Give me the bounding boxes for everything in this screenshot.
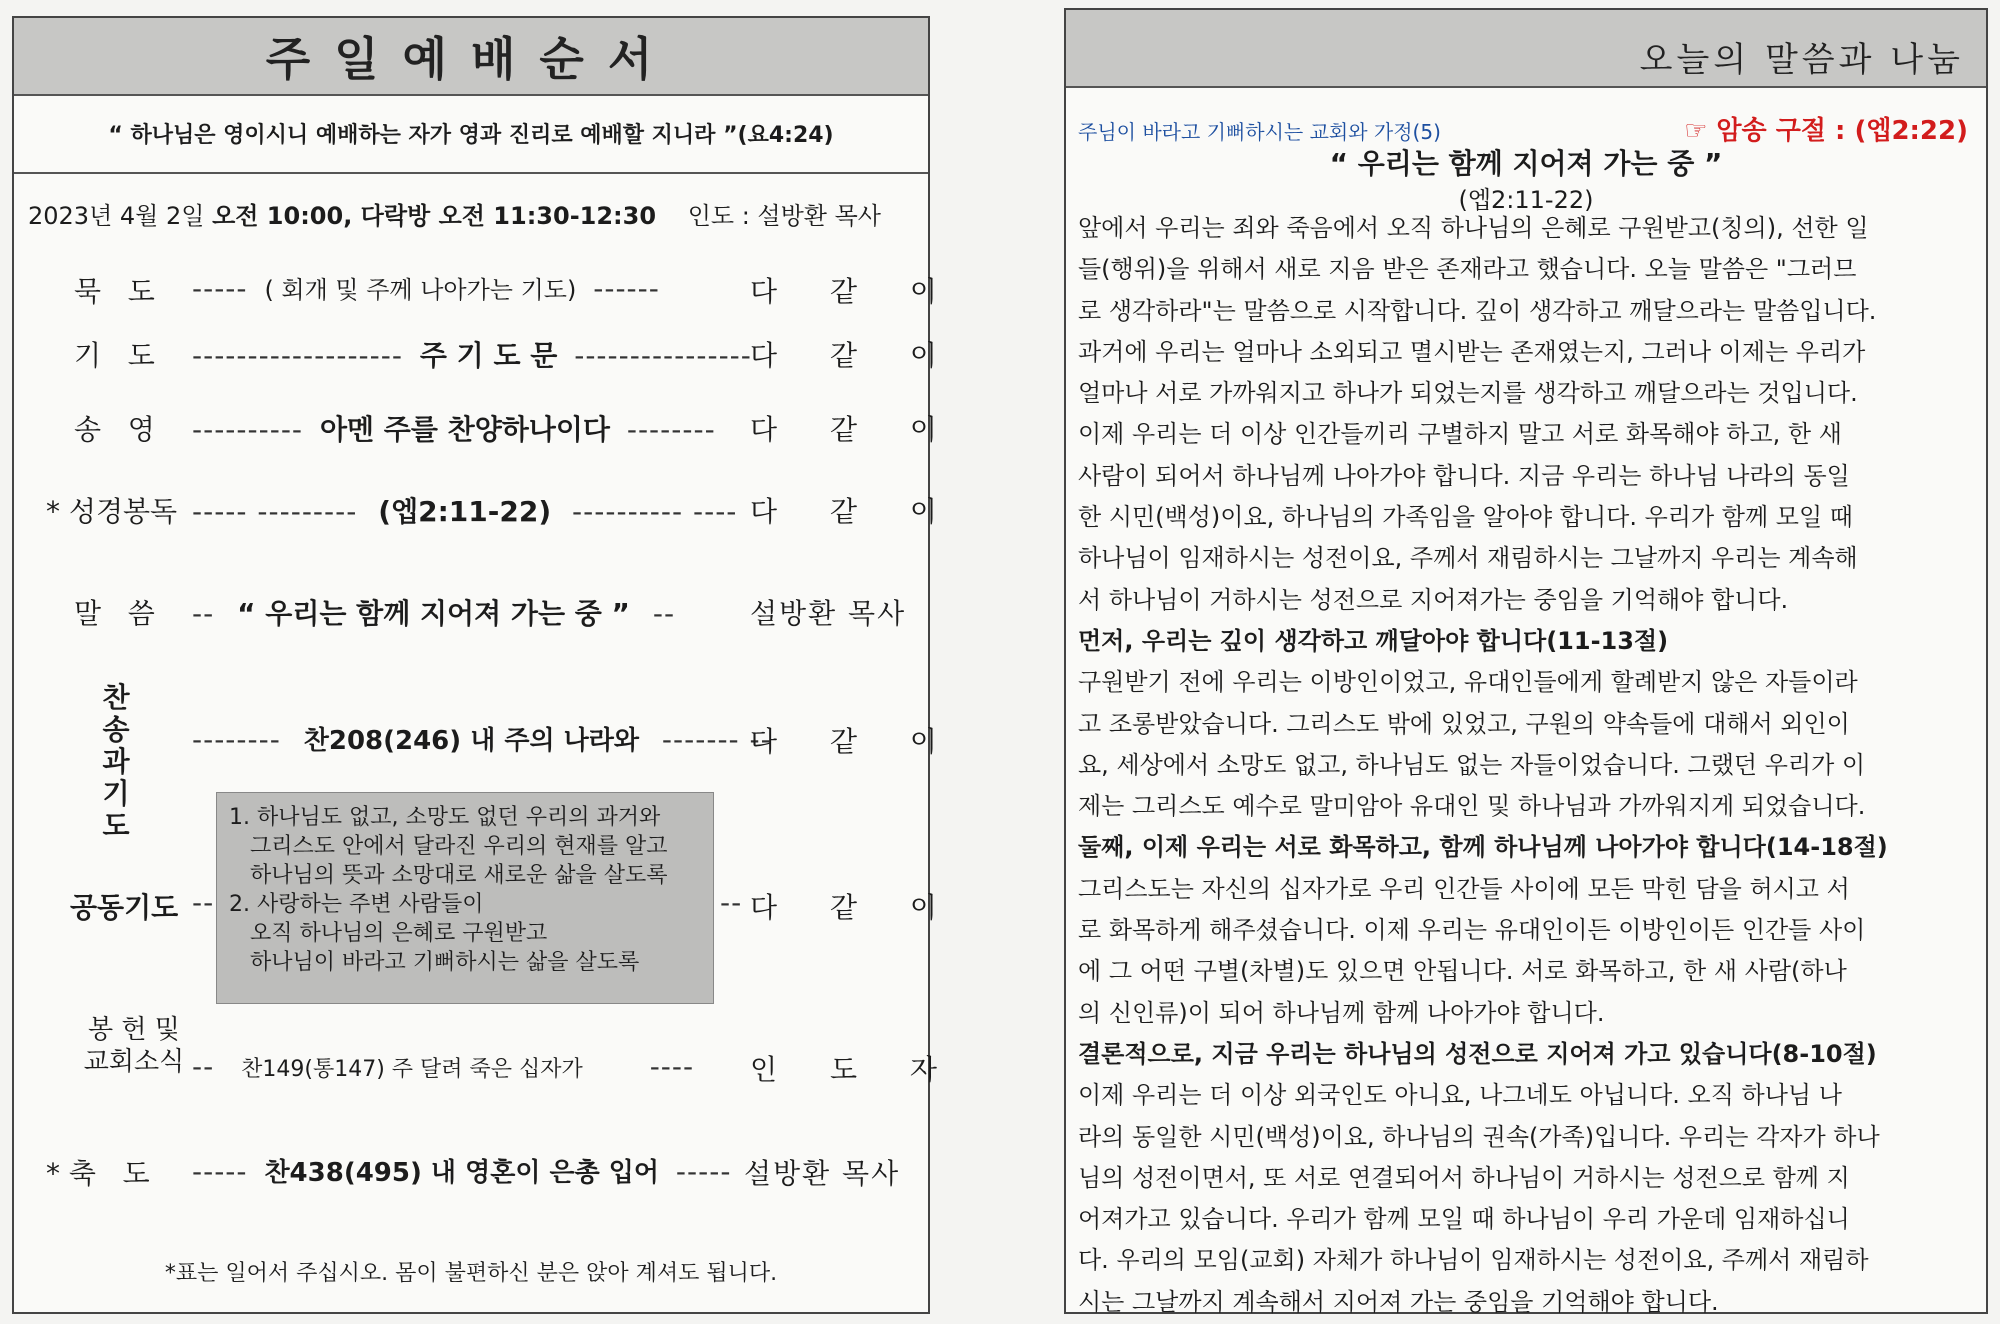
- order-content: 찬208(246) 내 주의 나라와: [303, 726, 640, 756]
- body-line: 시는 그날까지 계속해서 지어져 가는 중임을 기억해야 합니다.: [1078, 1287, 1719, 1316]
- order-content: 아멘 주를 찬양하나이다: [319, 413, 610, 446]
- order-content: 찬438(495) 내 영혼이 은총 입어: [264, 1158, 659, 1188]
- section-heading: 결론적으로, 지금 우리는 하나님의 성전으로 지어져 가고 있습니다(8-10절): [1078, 1039, 1877, 1068]
- order-performer: 다 같 이: [750, 339, 959, 372]
- body-line: 에 그 어떤 구별(차별)도 있으면 안됩니다. 서로 화목하고, 한 새 사람(하나: [1078, 957, 1847, 986]
- sermon-title: “ 우리는 함께 지어져 가는 중 ”: [1329, 147, 1723, 180]
- prayer-line: 하나님이 바라고 기뻐하시는 삶을 살도록: [229, 950, 640, 975]
- order-dash: ---------- ----: [572, 495, 738, 528]
- section-heading: 먼저, 우리는 깊이 생각하고 깨달아야 합니다(11-13절): [1078, 626, 1669, 655]
- common-prayer-box: [216, 792, 714, 1004]
- body-line: 제는 그리스도 예수로 말미암아 유대인 및 하나님과 가까워지게 되었습니다.: [1078, 792, 1866, 821]
- order-dash: ------- --: [661, 723, 772, 756]
- order-content: 찬149(통147) 주 달려 죽은 십자가: [241, 1057, 583, 1082]
- order-label: * 축 도: [46, 1157, 150, 1190]
- prayer-line: 2. 사랑하는 주변 사람들이: [229, 892, 484, 917]
- sermon-notes-header: [1066, 10, 1986, 88]
- body-line: 로 생각하라"는 말씀으로 시작합니다. 깊이 생각하고 깨달으라는 말씀입니다.: [1078, 296, 1877, 325]
- order-performer: 설방환 목사: [750, 597, 907, 630]
- order-dash: --------: [192, 723, 281, 756]
- sermon-notes-panel: [1064, 8, 1988, 1314]
- memory-verse: ☞ 암송 구절 : (엡2:22): [1684, 116, 1968, 146]
- order-performer: 다 같 이: [750, 725, 959, 758]
- order-dash: ----------------: [574, 339, 752, 372]
- order-dash: --------: [626, 413, 716, 446]
- body-line: 이제 우리는 더 이상 인간들끼리 구별하지 말고 서로 화목해야 하고, 한 새: [1078, 420, 1842, 449]
- order-dash: --: [192, 597, 215, 630]
- service-date: 2023년 4월 2일: [28, 202, 205, 230]
- order-content: “ 우리는 함께 지어져 가는 중 ”: [237, 597, 630, 630]
- order-content: 주 기 도 문: [419, 339, 558, 372]
- worship-order-panel: [12, 16, 959, 1314]
- sermon-reference: (엡2:11-22): [1458, 186, 1594, 214]
- body-line: 그리스도는 자신의 십자가로 우리 인간들 사이에 모든 막힌 담을 허시고 서: [1078, 874, 1850, 903]
- order-performer: 설방환 목사: [744, 1157, 901, 1190]
- order-performer: 다 같 이: [750, 495, 959, 528]
- service-info: [28, 196, 914, 231]
- order-dash: ----------: [192, 413, 304, 446]
- body-line: 의 신인류)이 되어 하나님께 함께 나아가야 합니다.: [1078, 998, 1605, 1027]
- order-label: 봉 헌 및 교회소식: [83, 1015, 185, 1077]
- body-line: 얼마나 서로 가까워지고 하나가 되었는지를 생각하고 깨달으라는 것입니다.: [1078, 379, 1858, 408]
- body-line: 로 화목하게 해주셨습니다. 이제 우리는 유대인이든 이방인이든 인간들 사이: [1078, 916, 1866, 945]
- order-label: 묵 도: [74, 275, 155, 308]
- order-content: (엡2:11-22): [378, 495, 552, 528]
- order-content: ( 회개 및 주께 나아가는 기도): [264, 276, 577, 304]
- sermon-body: [1078, 208, 1978, 1323]
- prayer-line: 그리스도 안에서 달라진 우리의 현재를 알고: [229, 834, 668, 859]
- service-leader: 인도 : 설방환 목사: [687, 202, 881, 230]
- order-label: * 성경봉독: [46, 495, 178, 528]
- order-dash: --: [720, 886, 743, 919]
- service-times: 오전 10:00, 다락방 오전 11:30-12:30: [212, 202, 657, 230]
- body-line: 님의 성전이면서, 또 서로 연결되어서 하나님이 거하시는 성전으로 함께 지: [1078, 1163, 1850, 1192]
- order-dash: -----: [192, 1155, 248, 1188]
- worship-order-title: 주일예배순서: [14, 18, 928, 96]
- order-dash: -----: [675, 1155, 732, 1188]
- section-heading: 둘째, 이제 우리는 서로 화목하고, 함께 하나님께 나아가야 합니다(14-18절): [1078, 833, 1888, 862]
- body-line: 요, 세상에서 소망도 없고, 하나님도 없는 자들이었습니다. 그랬던 우리가 이: [1078, 750, 1866, 779]
- sermon-notes-title: 오늘의 말씀과 나눔: [1639, 40, 1964, 80]
- prayer-line: 1. 하나님도 없고, 소망도 없던 우리의 과거와: [229, 805, 661, 830]
- body-line: 한 시민(백성)이요, 하나님의 가족임을 알아야 합니다. 우리가 함께 모일 때: [1078, 503, 1853, 532]
- body-line: 구원받기 전에 우리는 이방인이었고, 유대인들에게 할례받지 않은 자들이라: [1078, 668, 1858, 697]
- order-label: 송 영: [74, 413, 155, 446]
- order-performer: 다 같 이: [750, 275, 959, 308]
- body-line: 라의 동일한 시민(백성)이요, 하나님의 권속(가족)입니다. 우리는 각자가 하나: [1078, 1122, 1880, 1151]
- body-line: 이제 우리는 더 이상 외국인도 아니요, 나그네도 아닙니다. 오직 하나님 나: [1078, 1081, 1842, 1110]
- body-line: 들(행위)을 위해서 새로 지음 받은 존재라고 했습니다. 오늘 말씀은 "그러므: [1078, 255, 1857, 284]
- body-line: 고 조롱받았습니다. 그리스도 밖에 있었고, 구원의 약속들에 대해서 외인이: [1078, 709, 1850, 738]
- body-line: 어져가고 있습니다. 우리가 함께 모일 때 하나님이 우리 가운데 임재하십니: [1078, 1205, 1850, 1234]
- order-performer: 인 도 자: [750, 1053, 959, 1086]
- body-line: 앞에서 우리는 죄와 죽음에서 오직 하나님의 은혜로 구원받고(칭의), 선한 일: [1078, 214, 1869, 242]
- sermon-series: 주님이 바라고 기뻐하시는 교회와 가정(5): [1078, 120, 1441, 144]
- order-dash: ----: [649, 1050, 695, 1083]
- order-label: 찬 송 과 기 도: [102, 681, 144, 842]
- order-dash: ----- ---------: [192, 495, 358, 528]
- prayer-line: 하나님의 뜻과 소망대로 새로운 삶을 살도록: [229, 863, 668, 888]
- body-line: 서 하나님이 거하시는 성전으로 지어져가는 중임을 기억해야 합니다.: [1078, 585, 1789, 614]
- order-label: 공동기도: [70, 891, 179, 924]
- order-dash: --: [652, 597, 676, 630]
- order-label: 말 씀: [74, 597, 155, 630]
- order-dash: --: [192, 1050, 215, 1083]
- standing-note: *표는 일어서 주십시오. 몸이 불편하신 분은 앉아 계셔도 됩니다.: [164, 1261, 778, 1286]
- body-line: 하나님이 임재하시는 성전이요, 주께서 재림하시는 그날까지 우리는 계속해: [1078, 544, 1858, 573]
- theme-verse: “ 하나님은 영이시니 예배하는 자가 영과 진리로 예배할 지니라 ”(요4:24): [14, 94, 928, 174]
- prayer-line: 오직 하나님의 은혜로 구원받고: [229, 921, 548, 946]
- body-line: 다. 우리의 모임(교회) 자체가 하나님이 임재하시는 성전이요, 주께서 재림하: [1078, 1246, 1869, 1275]
- order-dash: --: [192, 886, 215, 919]
- order-item-offering: [14, 1014, 959, 1114]
- order-performer: 다 같 이: [750, 413, 959, 446]
- order-dash: ------: [593, 272, 660, 305]
- order-label: 기 도: [74, 339, 155, 372]
- body-line: 과거에 우리는 얼마나 소외되고 멸시받는 존재였는지, 그러나 이제는 우리가: [1078, 337, 1866, 366]
- body-line: 사람이 되어서 하나님께 나아가야 합니다. 지금 우리는 하나님 나라의 동일: [1078, 461, 1850, 490]
- order-dash: -------------------: [192, 339, 403, 372]
- order-dash: -----: [192, 272, 248, 305]
- order-performer: 다 같 이: [750, 891, 959, 924]
